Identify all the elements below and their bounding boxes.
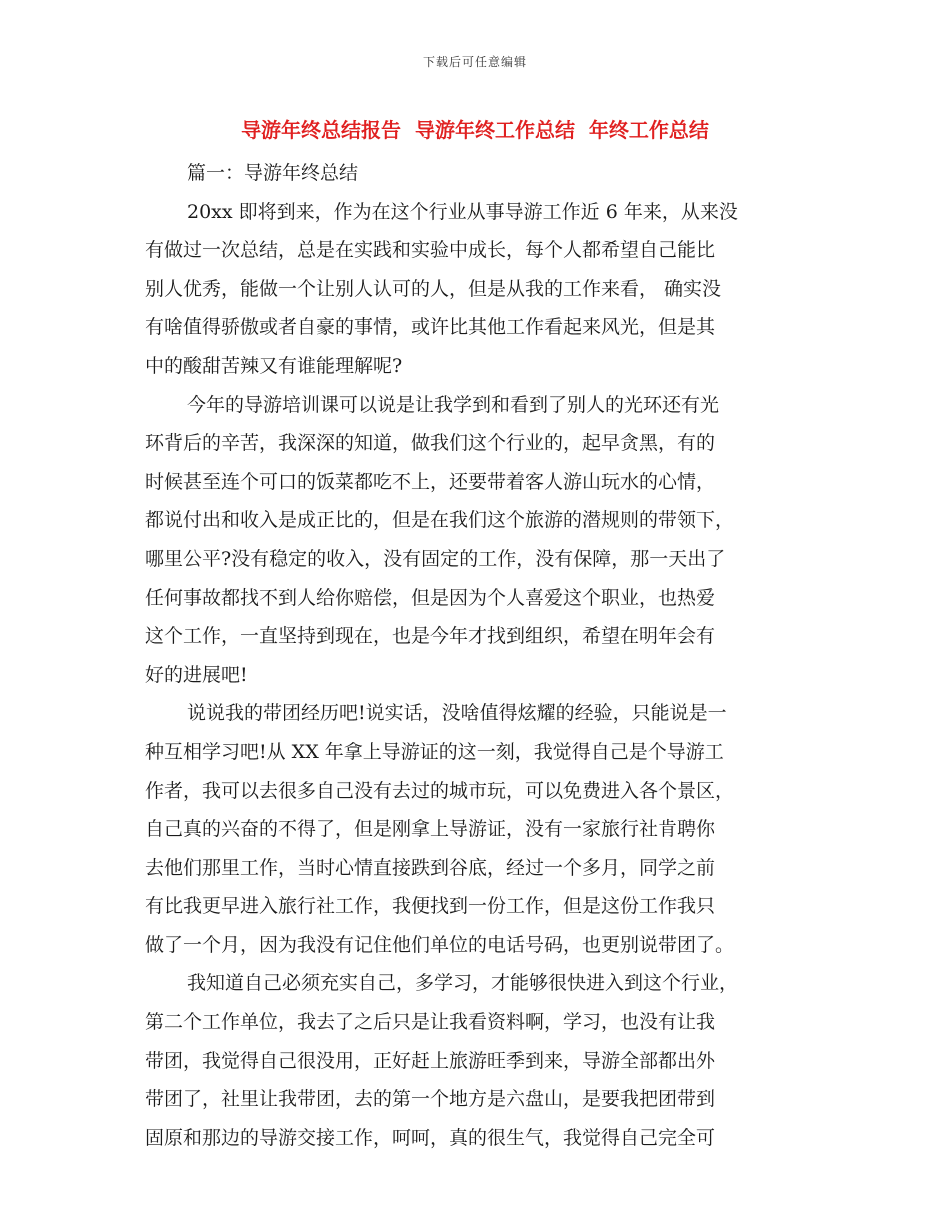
text-line: 我知道自己必须充实自己，多学习，才能够很快进入到这个行业， (187, 972, 739, 995)
text-line: 种互相学习吧!从 XX 年拿上导游证的这一刻，我觉得自己是个导游工 (145, 740, 724, 763)
text-line: 任何事故都找不到人给你赔偿，但是因为个人喜爱这个职业，也热爱 (145, 586, 716, 609)
text-line: 有啥值得骄傲或者自豪的事情，或许比其他工作看起来风光，但是其 (145, 316, 716, 339)
document-title: 导游年终总结报告 导游年终工作总结 年终工作总结 (241, 118, 709, 142)
text-line: 好的进展吧! (145, 663, 248, 686)
text-line: 固原和那边的导游交接工作，呵呵，真的很生气，我觉得自己完全可 (145, 1126, 716, 1149)
text-line: 带团了，社里让我带团，去的第一个地方是六盘山，是要我把团带到 (145, 1088, 716, 1111)
text-line: 有比我更早进入旅行社工作，我便找到一份工作，但是这份工作我只 (145, 895, 716, 918)
text-line: 20xx 即将到来，作为在这个行业从事导游工作近 6 年来，从来没 (187, 200, 738, 223)
text-line: 第二个工作单位，我去了之后只是让我看资料啊，学习，也没有让我 (145, 1011, 716, 1034)
text-line: 有做过一次总结，总是在实践和实验中成长，每个人都希望自己能比 (145, 239, 716, 262)
text-line: 今年的导游培训课可以说是让我学到和看到了别人的光环还有光 (187, 393, 720, 416)
text-line: 时候甚至连个可口的饭菜都吃不上，还要带着客人游山玩水的心情， (145, 470, 716, 493)
text-line: 篇一：导游年终总结 (187, 162, 359, 184)
text-line: 别人优秀，能做一个让别人认可的人，但是从我的工作来看， 确实没 (145, 277, 722, 300)
text-line: 哪里公平?没有稳定的收入，没有固定的工作，没有保障，那一天出了 (145, 547, 726, 570)
text-line: 带团，我觉得自己很没用，正好赶上旅游旺季到来，导游全部都出外 (145, 1049, 716, 1072)
body-text (145, 154, 805, 1157)
text-line: 都说付出和收入是成正比的，但是在我们这个旅游的潜规则的带领下， (145, 509, 735, 532)
text-line: 环背后的辛苦，我深深的知道，做我们这个行业的，起早贪黑，有的 (145, 432, 716, 455)
text-line: 去他们那里工作，当时心情直接跌到谷底，经过一个多月，同学之前 (145, 856, 716, 879)
text-line: 说说我的带团经历吧!说实话，没啥值得炫耀的经验，只能说是一 (187, 702, 727, 725)
text-line: 这个工作，一直坚持到现在，也是今年才找到组织，希望在明年会有 (145, 625, 716, 648)
text-line: 作者，我可以去很多自己没有去过的城市玩，可以免费进入各个景区， (145, 779, 735, 802)
text-line: 自己真的兴奋的不得了，但是刚拿上导游证，没有一家旅行社肯聘你 (145, 818, 716, 841)
text-line: 做了一个月，因为我没有记住他们单位的电话号码，也更别说带团了。 (145, 933, 735, 956)
text-line: 中的酸甜苦辣又有谁能理解呢? (145, 354, 403, 377)
header-note: 下载后可任意编辑 (422, 55, 527, 69)
